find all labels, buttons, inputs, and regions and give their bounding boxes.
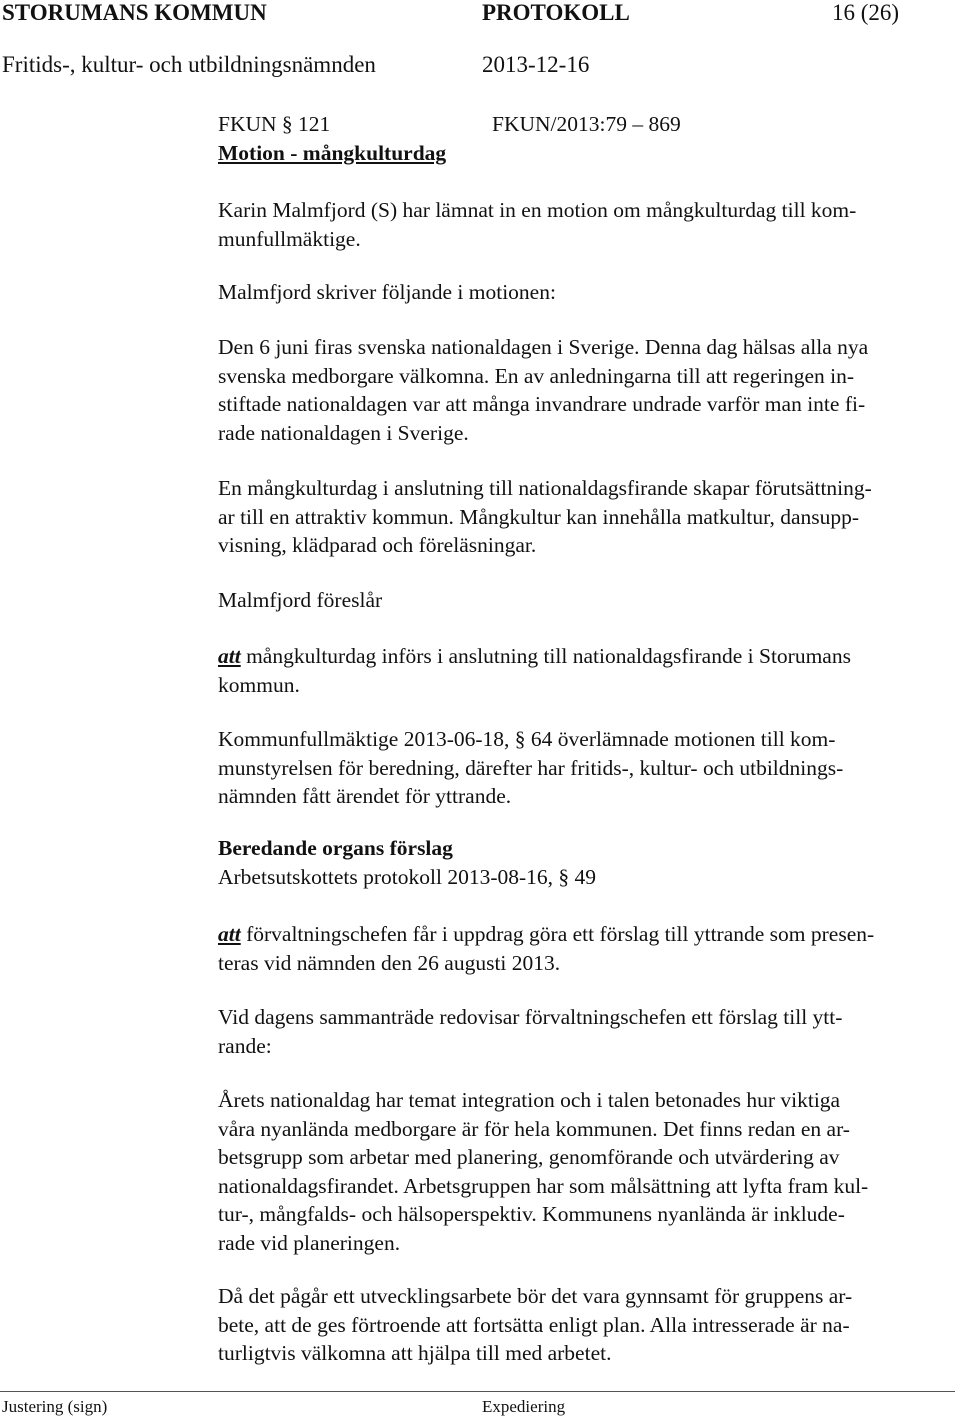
- text-line: betsgrupp som arbetar med planering, genomförande och utvärdering av: [218, 1145, 840, 1169]
- paragraph-referral: [218, 725, 953, 811]
- footer-expediering: Expediering: [482, 1397, 566, 1416]
- meeting-date: 2013-12-16: [482, 52, 590, 77]
- document-type: PROTOKOLL: [482, 0, 630, 25]
- case-title: Motion - mångkulturdag: [218, 141, 447, 165]
- text-line: Årets nationaldag har temat integration och i talen betonades hur viktiga: [218, 1088, 841, 1112]
- proposal-motion: [218, 642, 953, 699]
- paragraph-proposes: [218, 586, 953, 615]
- case-section: FKUN § 121: [218, 112, 331, 136]
- text-line: teras vid nämnden den 26 augusti 2013.: [218, 950, 561, 975]
- org-name: STORUMANS KOMMUN: [2, 0, 267, 25]
- text-line: stiftade nationaldagen var att många invandrare undrade varför man inte fi-: [218, 392, 866, 416]
- proposal-committee: [218, 920, 953, 977]
- text-line: rade nationaldagen i Sverige.: [218, 420, 469, 445]
- text-line: Den 6 juni firas svenska nationaldagen i Sverige. Denna dag hälsas alla nya: [218, 335, 869, 359]
- committee-name: Fritids-, kultur- och utbildningsnämnden: [2, 52, 376, 77]
- text-line: våra nyanlända medborgare är för hela kommunen. Det finns redan en ar-: [218, 1116, 850, 1141]
- text-line: svenska medborgare välkomna. En av anledningarna till att regeringen in-: [218, 363, 855, 388]
- text-line: mångkulturdag införs i anslutning till nationaldagsfirande i Storumans: [240, 644, 851, 668]
- text-line: munstyrelsen för beredning, därefter har fritids-, kultur- och utbildnings-: [218, 755, 844, 780]
- att-keyword: att: [218, 644, 241, 668]
- text-line: Då det pågår ett utvecklingsarbete bör det vara gynnsamt för gruppens ar-: [218, 1284, 853, 1308]
- paragraph-motion-quote-2: [218, 474, 953, 560]
- text-line: kommun.: [218, 672, 300, 697]
- text-line: förvaltningschefen får i uppdrag göra ett förslag till yttrande som presen-: [240, 922, 875, 946]
- att-keyword: att: [218, 922, 241, 946]
- paragraph-intro: [218, 196, 953, 253]
- text-line: Vid dagens sammanträde redovisar förvaltningschefen ett förslag till ytt-: [218, 1005, 843, 1029]
- paragraph-presentation: [218, 1003, 953, 1060]
- text-line: nationaldagsfirandet. Arbetsgruppen har som målsättning att lyfta fram kul-: [218, 1173, 869, 1198]
- case-diary-number: FKUN/2013:79 – 869: [492, 112, 681, 136]
- text-line: ar till en attraktiv kommun. Mångkultur kan innehålla matkultur, dansupp-: [218, 504, 860, 529]
- text-line: rande:: [218, 1033, 272, 1058]
- text-line: Malmfjord föreslår: [218, 588, 383, 612]
- footer-justering: Justering (sign): [2, 1397, 108, 1416]
- text-line: visning, klädparad och föreläsningar.: [218, 533, 537, 557]
- text-line: Karin Malmfjord (S) har lämnat in en motion om mångkulturdag till kom-: [218, 198, 857, 222]
- reference-line: Arbetsutskottets protokoll 2013-08-16, § 49: [218, 865, 597, 889]
- text-line: munfullmäktige.: [218, 226, 361, 251]
- paragraph-motion-lead: [218, 278, 953, 307]
- page-number: 16 (26): [832, 0, 900, 25]
- text-line: rade vid planeringen.: [218, 1230, 401, 1255]
- text-line: turligtvis välkomna att hjälpa till med arbetet.: [218, 1341, 612, 1365]
- footer-divider: [0, 1391, 955, 1392]
- paragraph-motion-quote-1: [218, 333, 953, 447]
- text-line: tur-, mångfalds- och hälsoperspektiv. Kommunens nyanlända är inklude-: [218, 1202, 845, 1226]
- paragraph-statement: [218, 1086, 953, 1257]
- text-line: nämnden fått ärendet för yttrande.: [218, 784, 512, 808]
- text-line: Kommunfullmäktige 2013-06-18, § 64 överlämnade motionen till kom-: [218, 727, 836, 751]
- text-line: En mångkulturdag i anslutning till nationaldagsfirande skapar förutsättning-: [218, 476, 872, 500]
- text-line: bete, att de ges förtroende att fortsätta enligt plan. Alla intresserade är na-: [218, 1312, 850, 1337]
- text-line: Malmfjord skriver följande i motionen:: [218, 280, 556, 304]
- paragraph-conclusion: [218, 1282, 953, 1368]
- section-heading: Beredande organs förslag: [218, 836, 453, 860]
